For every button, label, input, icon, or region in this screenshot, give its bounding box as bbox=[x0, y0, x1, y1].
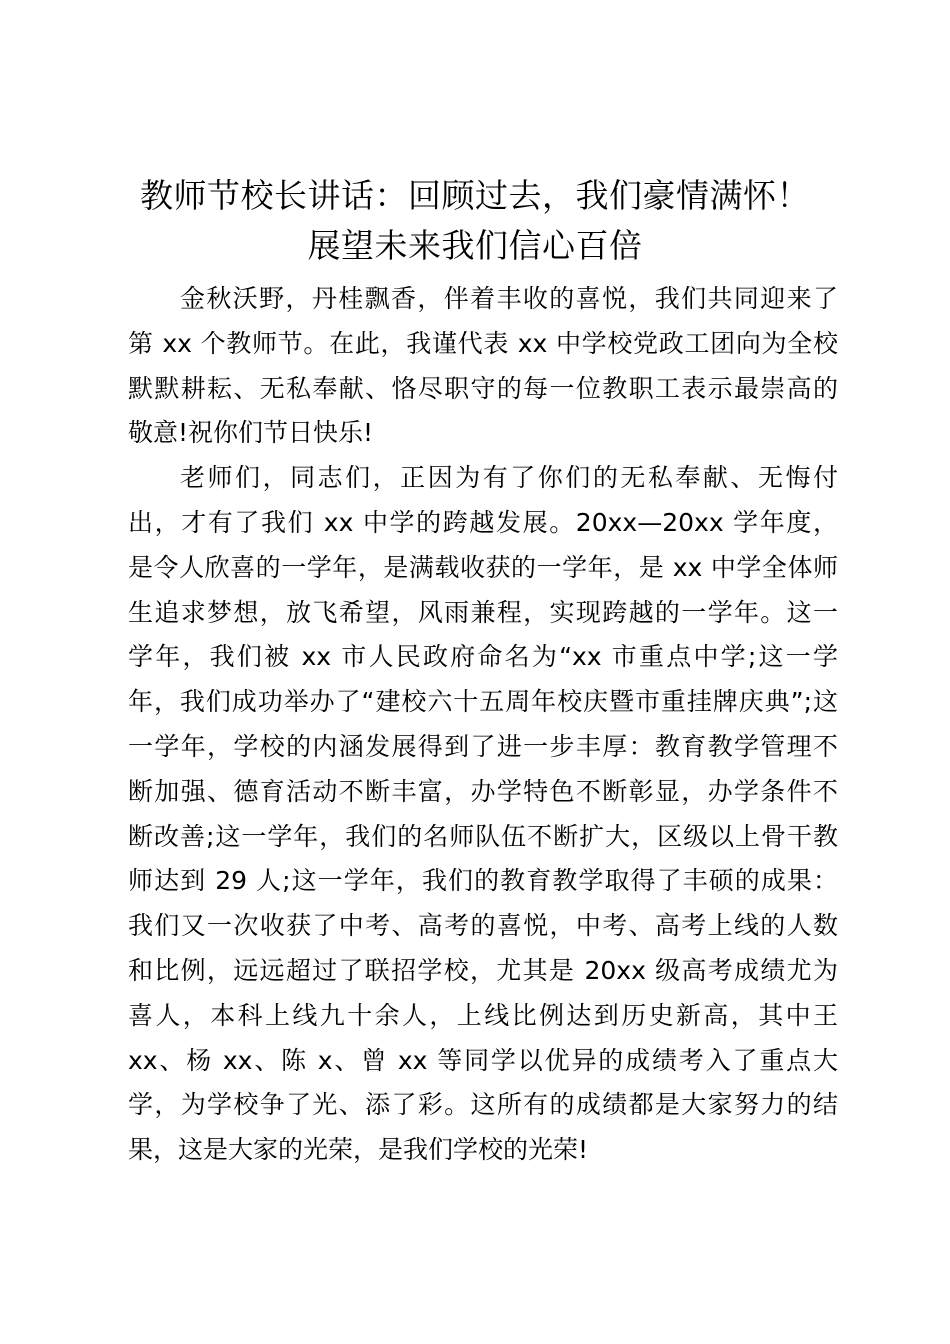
paragraph-line: xx、杨 xx、陈 x、曾 xx 等同学以优异的成绩考入了重点大 bbox=[128, 1045, 838, 1075]
paragraph-line: 果，这是大家的光荣，是我们学校的光荣! bbox=[128, 1135, 589, 1165]
paragraph bbox=[128, 277, 838, 456]
paragraph-line: 生追求梦想，放飞希望，风雨兼程，实现跨越的一学年。这一 bbox=[128, 597, 838, 627]
paragraph-line: 是令人欣喜的一学年，是满载收获的一学年，是 xx 中学全体师 bbox=[128, 552, 838, 582]
paragraph-line: 出，才有了我们 xx 中学的跨越发展。20xx—20xx 学年度， bbox=[128, 507, 838, 537]
paragraph-line: 第 xx 个教师节。在此，我谨代表 xx 中学校党政工团向为全校 bbox=[128, 328, 838, 358]
paragraph-line: 师达到 29 人;这一学年，我们的教育教学取得了丰硕的成果： bbox=[128, 866, 838, 896]
paragraph-line: 喜人，本科上线九十余人，上线比例达到历史新高，其中王 bbox=[128, 1000, 838, 1030]
paragraph-line: 默默耕耘、无私奉献、恪尽职守的每一位教职工表示最崇高的 bbox=[128, 373, 838, 403]
paragraph-line: 金秋沃野，丹桂飘香，伴着丰收的喜悦，我们共同迎来了 bbox=[180, 284, 838, 313]
document-title-line-2: 展望未来我们信心百倍 bbox=[307, 226, 643, 265]
paragraph-line: 学，为学校争了光、添了彩。这所有的成绩都是大家努力的结 bbox=[128, 1090, 838, 1120]
paragraph-line: 一学年，学校的内涵发展得到了进一步丰厚：教育教学管理不 bbox=[128, 731, 838, 761]
paragraph-line: 我们又一次收获了中考、高考的喜悦，中考、高考上线的人数 bbox=[128, 911, 838, 941]
document-body bbox=[128, 277, 838, 1173]
paragraph-line: 和比例，远远超过了联招学校，尤其是 20xx 级高考成绩尤为 bbox=[128, 955, 838, 985]
paragraph-line: 年，我们成功举办了“建校六十五周年校庆暨市重挂牌庆典”;这 bbox=[128, 687, 838, 717]
paragraph-line: 断改善;这一学年，我们的名师队伍不断扩大，区级以上骨干教 bbox=[128, 821, 838, 851]
paragraph-line: 老师们，同志们，正因为有了你们的无私奉献、无悔付 bbox=[180, 463, 838, 493]
paragraph-line: 敬意!祝你们节日快乐! bbox=[128, 418, 374, 448]
paragraph-line: 学年，我们被 xx 市人民政府命名为“xx 市重点中学;这一学 bbox=[128, 642, 838, 672]
document-title-line-1: 教师节校长讲话：回顾过去，我们豪情满怀！ bbox=[140, 176, 810, 215]
paragraph bbox=[128, 456, 838, 1173]
paragraph-line: 断加强、德育活动不断丰富，办学特色不断彰显，办学条件不 bbox=[128, 776, 838, 806]
